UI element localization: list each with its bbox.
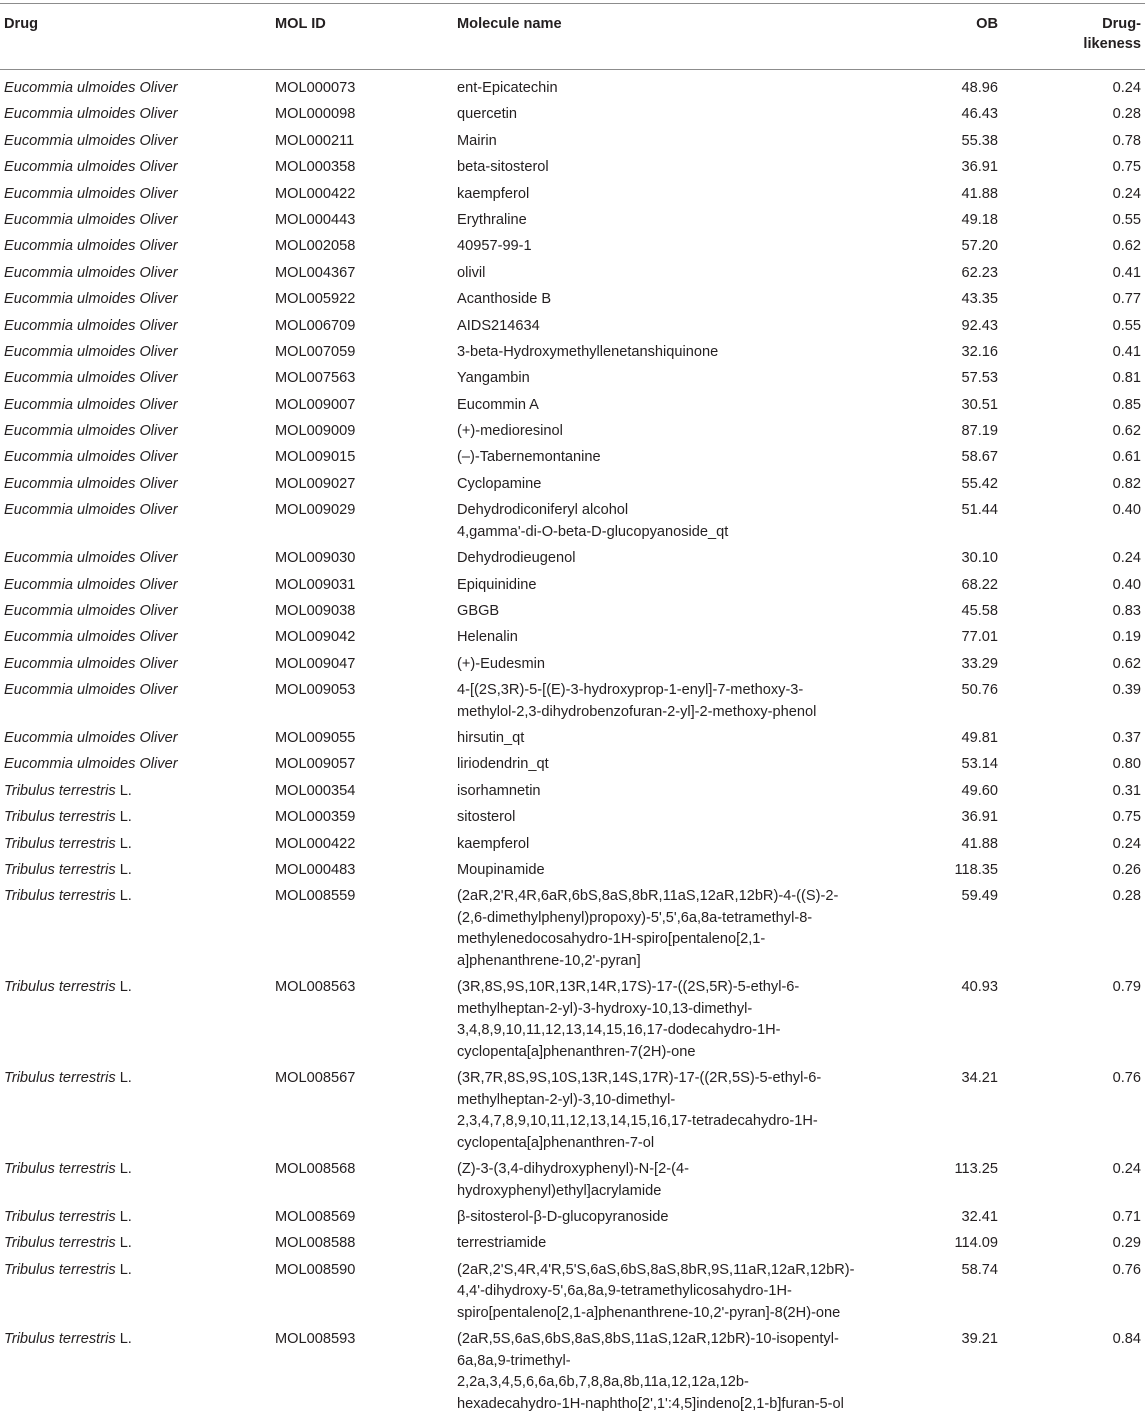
cell-drug [0,858,275,884]
cell-molecule-name: 3-beta-Hydroxymethyllenetanshiquinone [457,343,719,360]
cell-ob: 36.91 [961,809,998,826]
table-row [0,393,1145,419]
cell-molecule-name: Moupinamide [457,861,545,878]
cell-drug [0,599,275,625]
table-row [0,573,1145,599]
cell-drug [0,779,275,805]
cell-drug-likeness: 0.79 [1112,979,1141,996]
drug-suffix: L. [115,1161,132,1177]
cell-drug [0,832,275,858]
cell-mol-id: MOL000422 [275,185,356,202]
cell-molecule-name: Cyclopamine [457,475,542,492]
cell-mol-id: MOL000422 [275,835,356,852]
drug-suffix: L. [115,1070,132,1087]
cell-drug [0,314,275,340]
cell-molecule-name: (+)-Eudesmin [457,655,545,672]
table-row [0,498,1145,546]
cell-drug-likeness: 0.24 [1112,80,1141,96]
table-row [0,340,1145,366]
drug-suffix: L. [115,809,132,826]
cell-drug-likeness: 0.62 [1112,238,1141,255]
drug-genus: Eucommia ulmoides Oliver [4,80,178,96]
cell-drug [0,1205,275,1231]
cell-drug [0,752,275,778]
cell-drug-likeness: 0.76 [1112,1261,1141,1278]
drug-genus: Tribulus terrestris [4,835,116,852]
header-row [0,4,1145,66]
cell-drug-likeness: 0.71 [1112,1208,1141,1225]
cell-mol-id: MOL008559 [275,888,356,905]
drug-genus: Eucommia ulmoides Oliver [4,756,178,773]
cell-mol-id: MOL002058 [275,238,356,255]
cell-drug-likeness: 0.78 [1112,132,1141,149]
table-row [0,832,1145,858]
drug-genus: Eucommia ulmoides Oliver [4,449,178,466]
table-row [0,1231,1145,1257]
compound-table [0,4,1145,1418]
cell-drug [0,1327,275,1418]
cell-ob: 51.44 [961,502,998,519]
cell-drug-likeness: 0.24 [1112,185,1141,202]
cell-drug [0,287,275,313]
cell-ob: 49.81 [961,729,998,746]
cell-drug [0,102,275,128]
cell-molecule-name: kaempferol [457,185,530,202]
cell-drug-likeness: 0.85 [1112,396,1141,413]
drug-genus: Eucommia ulmoides Oliver [4,502,178,519]
cell-ob: 77.01 [961,629,998,646]
cell-drug-likeness: 0.41 [1112,343,1141,360]
cell-drug [0,546,275,572]
cell-mol-id: MOL000483 [275,861,356,878]
cell-molecule-name: quercetin [457,106,518,123]
cell-mol-id: MOL009029 [275,502,356,519]
cell-ob: 58.74 [961,1261,998,1278]
drug-genus: Tribulus terrestris [4,782,116,799]
drug-genus: Tribulus terrestris [4,809,116,826]
cell-drug [0,625,275,651]
table-row [0,234,1145,260]
cell-ob: 87.19 [961,423,998,440]
table-row [0,287,1145,313]
cell-mol-id: MOL008593 [275,1331,356,1348]
table-row [0,546,1145,572]
cell-mol-id: MOL009053 [275,682,356,699]
cell-molecule-name: (Z)-3-(3,4-dihydroxyphenyl)-N-[2-(4- hydroxyphenyl)ethyl]acrylamide [457,1161,689,1199]
cell-molecule-name: hirsutin_qt [457,729,525,746]
cell-ob: 30.10 [961,550,998,567]
drug-genus: Eucommia ulmoides Oliver [4,159,178,176]
drug-genus: Tribulus terrestris [4,1161,116,1177]
cell-drug-likeness: 0.75 [1112,159,1141,176]
drug-genus: Eucommia ulmoides Oliver [4,396,178,413]
drug-suffix: L. [115,1235,132,1252]
cell-molecule-name: (3R,7R,8S,9S,10S,13R,14S,17R)-17-((2R,5S)-5-ethyl-6- methylheptan-2-yl)-3,10-dimethyl- 2,3,4,7,8,9,10,11,12,13,14,15,16,17-tetradecahydro-1H- cyclopenta[a]phenanthren-7-ol [457,1070,822,1151]
cell-molecule-name: (3R,8S,9S,10R,13R,14R,17S)-17-((2S,5R)-5-ethyl-6- methylheptan-2-yl)-3-hydroxy-10,13-dimethyl- 3,4,8,9,10,11,12,13,14,15,16,17-dodecahydro-1H- cyclopenta[a]phenanthren-7(2H)-one [457,979,800,1060]
table-row [0,155,1145,181]
cell-drug-likeness: 0.31 [1112,782,1141,799]
cell-mol-id: MOL009042 [275,629,356,646]
cell-molecule-name: β-sitosterol-β-D-glucopyranoside [457,1208,669,1225]
header-rule [0,69,1145,70]
drug-suffix: L. [115,782,132,799]
table-row [0,102,1145,128]
cell-molecule-name: Mairin [457,132,497,149]
cell-mol-id: MOL009047 [275,655,356,672]
header-drug: Drug [4,16,39,32]
table-row [0,1157,1145,1205]
cell-drug-likeness: 0.77 [1112,291,1141,308]
drug-genus: Eucommia ulmoides Oliver [4,576,178,593]
cell-ob: 45.58 [961,602,998,619]
cell-drug [0,234,275,260]
cell-molecule-name: 40957-99-1 [457,238,532,255]
drug-genus: Tribulus terrestris [4,1070,116,1087]
cell-ob: 36.91 [961,159,998,176]
cell-mol-id: MOL009057 [275,756,356,773]
drug-genus: Eucommia ulmoides Oliver [4,211,178,228]
drug-genus: Tribulus terrestris [4,979,116,996]
cell-drug-likeness: 0.84 [1112,1331,1141,1348]
table-row [0,472,1145,498]
cell-molecule-name: (2aR,5S,6aS,6bS,8aS,8bS,11aS,12aR,12bR)-10-isopentyl- 6a,8a,9-trimethyl- 2,2a,3,4,5,6,6a,6b,7,8,8a,8b,11a,12,12a,12b- hexadecahydro-1H-naphtho[2',1':4,5]indeno[2,1-b]furan-5-ol [457,1331,844,1412]
table-row [0,805,1145,831]
cell-drug [0,1066,275,1157]
cell-mol-id: MOL000354 [275,782,356,799]
table-row [0,1327,1145,1418]
drug-genus: Eucommia ulmoides Oliver [4,264,178,281]
cell-ob: 53.14 [961,756,998,773]
drug-suffix: L. [115,1261,132,1278]
drug-genus: Eucommia ulmoides Oliver [4,602,178,619]
table-row [0,419,1145,445]
header-drug-likeness-line1: Drug- [1102,16,1141,32]
header-mol-id: MOL ID [275,16,326,32]
cell-drug [0,366,275,392]
header-drug-likeness [998,4,1145,66]
cell-molecule-name: AIDS214634 [457,317,540,334]
cell-mol-id: MOL007059 [275,343,356,360]
cell-ob: 48.96 [961,80,998,96]
table-row [0,858,1145,884]
cell-drug-likeness: 0.61 [1112,449,1141,466]
cell-drug [0,261,275,287]
table-row [0,599,1145,625]
cell-drug-likeness: 0.81 [1112,370,1141,387]
drug-genus: Tribulus terrestris [4,1331,116,1348]
drug-genus: Tribulus terrestris [4,1261,116,1278]
cell-ob: 57.20 [961,238,998,255]
cell-drug-likeness: 0.75 [1112,809,1141,826]
cell-molecule-name: kaempferol [457,835,530,852]
cell-drug [0,182,275,208]
cell-drug-likeness: 0.26 [1112,861,1141,878]
cell-molecule-name: ent-Epicatechin [457,80,558,96]
table-row [0,779,1145,805]
cell-drug-likeness: 0.83 [1112,602,1141,619]
cell-ob: 62.23 [961,264,998,281]
drug-genus: Tribulus terrestris [4,1208,116,1225]
cell-drug-likeness: 0.80 [1112,756,1141,773]
cell-ob: 114.09 [954,1235,998,1252]
drug-suffix: L. [115,979,132,996]
table-row [0,1205,1145,1231]
cell-mol-id: MOL000073 [275,80,356,96]
drug-genus: Eucommia ulmoides Oliver [4,423,178,440]
cell-mol-id: MOL009007 [275,396,356,413]
drug-suffix: L. [115,835,132,852]
cell-mol-id: MOL008590 [275,1261,356,1278]
cell-mol-id: MOL009009 [275,423,356,440]
drug-suffix: L. [115,1331,132,1348]
cell-ob: 57.53 [961,370,998,387]
cell-molecule-name: (2aR,2'S,4R,4'R,5'S,6aS,6bS,8aS,8bR,9S,11aR,12aR,12bR)- 4,4'-dihydroxy-5',6a,8a,9-tetramethylicosahydro-1H- spiro[pentaleno[2,1-a]phenanthrene-10,2'-pyran]-8(2H)-one [457,1261,855,1321]
cell-molecule-name: Eucommin A [457,396,539,413]
table-row [0,129,1145,155]
cell-drug [0,678,275,726]
cell-ob: 46.43 [961,106,998,123]
drug-genus: Eucommia ulmoides Oliver [4,370,178,387]
cell-mol-id: MOL000358 [275,159,356,176]
table-row [0,625,1145,651]
cell-drug-likeness: 0.19 [1112,629,1141,646]
cell-drug-likeness: 0.39 [1112,682,1141,699]
cell-drug [0,472,275,498]
cell-drug [0,340,275,366]
cell-drug-likeness: 0.29 [1112,1235,1141,1252]
table-header [0,4,1145,66]
cell-drug-likeness: 0.28 [1112,888,1141,905]
cell-molecule-name: (–)-Tabernemontanine [457,449,601,466]
cell-drug [0,129,275,155]
drug-genus: Tribulus terrestris [4,861,116,878]
cell-mol-id: MOL009030 [275,550,356,567]
cell-ob: 32.16 [961,343,998,360]
table-row [0,652,1145,678]
cell-drug-likeness: 0.24 [1112,550,1141,567]
cell-ob: 39.21 [961,1331,998,1348]
drug-genus: Eucommia ulmoides Oliver [4,317,178,334]
table-row [0,182,1145,208]
cell-ob: 34.21 [961,1070,998,1087]
table-row [0,752,1145,778]
cell-mol-id: MOL008568 [275,1161,356,1177]
cell-drug [0,573,275,599]
cell-drug [0,445,275,471]
cell-drug [0,155,275,181]
cell-drug-likeness: 0.55 [1112,317,1141,334]
cell-drug-likeness: 0.40 [1112,576,1141,593]
cell-drug-likeness: 0.24 [1112,835,1141,852]
drug-suffix: L. [115,888,132,905]
drug-genus: Eucommia ulmoides Oliver [4,550,178,567]
table-row [0,1066,1145,1157]
drug-genus: Tribulus terrestris [4,1235,116,1252]
table-row [0,366,1145,392]
cell-molecule-name: beta-sitosterol [457,159,549,176]
drug-genus: Eucommia ulmoides Oliver [4,629,178,646]
cell-molecule-name: olivil [457,264,486,281]
cell-molecule-name: Dehydrodiconiferyl alcohol 4,gamma'-di-O-beta-D-glucopyanoside_qt [457,502,729,540]
cell-ob: 68.22 [961,576,998,593]
cell-mol-id: MOL009055 [275,729,356,746]
cell-mol-id: MOL004367 [275,264,356,281]
cell-ob: 40.93 [961,979,998,996]
cell-ob: 113.25 [954,1161,998,1177]
table-row [0,445,1145,471]
table-row [0,208,1145,234]
cell-drug-likeness: 0.82 [1112,475,1141,492]
cell-drug [0,208,275,234]
table-row [0,884,1145,975]
cell-mol-id: MOL009031 [275,576,356,593]
drug-suffix: L. [115,1208,132,1225]
cell-ob: 50.76 [961,682,998,699]
drug-genus: Eucommia ulmoides Oliver [4,655,178,672]
cell-mol-id: MOL008588 [275,1235,356,1252]
cell-drug-likeness: 0.40 [1112,502,1141,519]
cell-mol-id: MOL000098 [275,106,356,123]
cell-ob: 41.88 [961,185,998,202]
cell-drug-likeness: 0.62 [1112,655,1141,672]
cell-molecule-name: Acanthoside B [457,291,552,308]
cell-drug [0,393,275,419]
cell-molecule-name: Yangambin [457,370,530,387]
cell-drug [0,652,275,678]
table-row [0,975,1145,1066]
cell-molecule-name: liriodendrin_qt [457,756,549,773]
cell-mol-id: MOL009015 [275,449,356,466]
drug-genus: Eucommia ulmoides Oliver [4,343,178,360]
drug-genus: Eucommia ulmoides Oliver [4,729,178,746]
cell-molecule-name: sitosterol [457,809,516,826]
cell-molecule-name: isorhamnetin [457,782,541,799]
table-row [0,314,1145,340]
cell-drug-likeness: 0.41 [1112,264,1141,281]
cell-drug [0,726,275,752]
drug-genus: Eucommia ulmoides Oliver [4,475,178,492]
header-ob: OB [976,16,998,32]
cell-drug [0,66,275,102]
cell-mol-id: MOL006709 [275,317,356,334]
cell-drug-likeness: 0.28 [1112,106,1141,123]
cell-drug [0,975,275,1066]
cell-molecule-name: Erythraline [457,211,527,228]
header-drug-likeness-line2: likeness [1083,36,1141,52]
table-body [0,66,1145,1418]
table-row [0,261,1145,287]
table-row [0,678,1145,726]
cell-ob: 49.18 [961,211,998,228]
drug-genus: Eucommia ulmoides Oliver [4,682,178,699]
cell-drug-likeness: 0.62 [1112,423,1141,440]
cell-mol-id: MOL009027 [275,475,356,492]
cell-drug [0,498,275,546]
cell-mol-id: MOL008567 [275,1070,356,1087]
cell-molecule-name: Epiquinidine [457,576,537,593]
table-row [0,726,1145,752]
cell-ob: 118.35 [954,861,998,878]
cell-drug-likeness: 0.37 [1112,729,1141,746]
cell-molecule-name: GBGB [457,602,500,619]
cell-mol-id: MOL008563 [275,979,356,996]
cell-mol-id: MOL000443 [275,211,356,228]
cell-mol-id: MOL005922 [275,291,356,308]
cell-ob: 49.60 [961,782,998,799]
drug-genus: Eucommia ulmoides Oliver [4,238,178,255]
drug-genus: Eucommia ulmoides Oliver [4,185,178,202]
cell-ob: 92.43 [961,317,998,334]
cell-drug [0,884,275,975]
cell-ob: 33.29 [961,655,998,672]
cell-ob: 59.49 [961,888,998,905]
cell-ob: 41.88 [961,835,998,852]
drug-genus: Eucommia ulmoides Oliver [4,106,178,123]
cell-ob: 30.51 [961,396,998,413]
cell-drug-likeness: 0.55 [1112,211,1141,228]
cell-ob: 58.67 [961,449,998,466]
table-row [0,66,1145,102]
drug-genus: Tribulus terrestris [4,888,116,905]
cell-ob: 55.42 [961,475,998,492]
cell-ob: 55.38 [961,132,998,149]
cell-drug [0,1258,275,1327]
header-molecule-name: Molecule name [457,16,562,32]
drug-suffix: L. [115,861,132,878]
cell-molecule-name: (2aR,2'R,4R,6aR,6bS,8aS,8bR,11aS,12aR,12bR)-4-((S)-2- (2,6-dimethylphenyl)propoxy)-5',5',6a,8a-tetramethyl-8- methylenedocosahydro-1H-spiro[pentaleno[2,1- a]phenanthrene-10,2'-pyran] [457,888,839,969]
cell-molecule-name: (+)-medioresinol [457,423,563,440]
cell-drug-likeness: 0.76 [1112,1070,1141,1087]
cell-molecule-name: 4-[(2S,3R)-5-[(E)-3-hydroxyprop-1-enyl]-7-methoxy-3- methylol-2,3-dihydrobenzofuran-2-yl]-2-methoxy-phenol [457,682,817,720]
table-row [0,1258,1145,1327]
cell-drug [0,1157,275,1205]
cell-molecule-name: Dehydrodieugenol [457,550,576,567]
cell-ob: 43.35 [961,291,998,308]
cell-mol-id: MOL007563 [275,370,356,387]
cell-molecule-name: Helenalin [457,629,518,646]
drug-genus: Eucommia ulmoides Oliver [4,291,178,308]
cell-mol-id: MOL008569 [275,1208,356,1225]
cell-mol-id: MOL000359 [275,809,356,826]
cell-drug-likeness: 0.24 [1112,1161,1141,1177]
cell-ob: 32.41 [961,1208,998,1225]
cell-mol-id: MOL009038 [275,602,356,619]
cell-mol-id: MOL000211 [275,132,355,149]
drug-genus: Eucommia ulmoides Oliver [4,132,178,149]
cell-drug [0,1231,275,1257]
cell-molecule-name: terrestriamide [457,1235,547,1252]
cell-drug [0,805,275,831]
cell-drug [0,419,275,445]
